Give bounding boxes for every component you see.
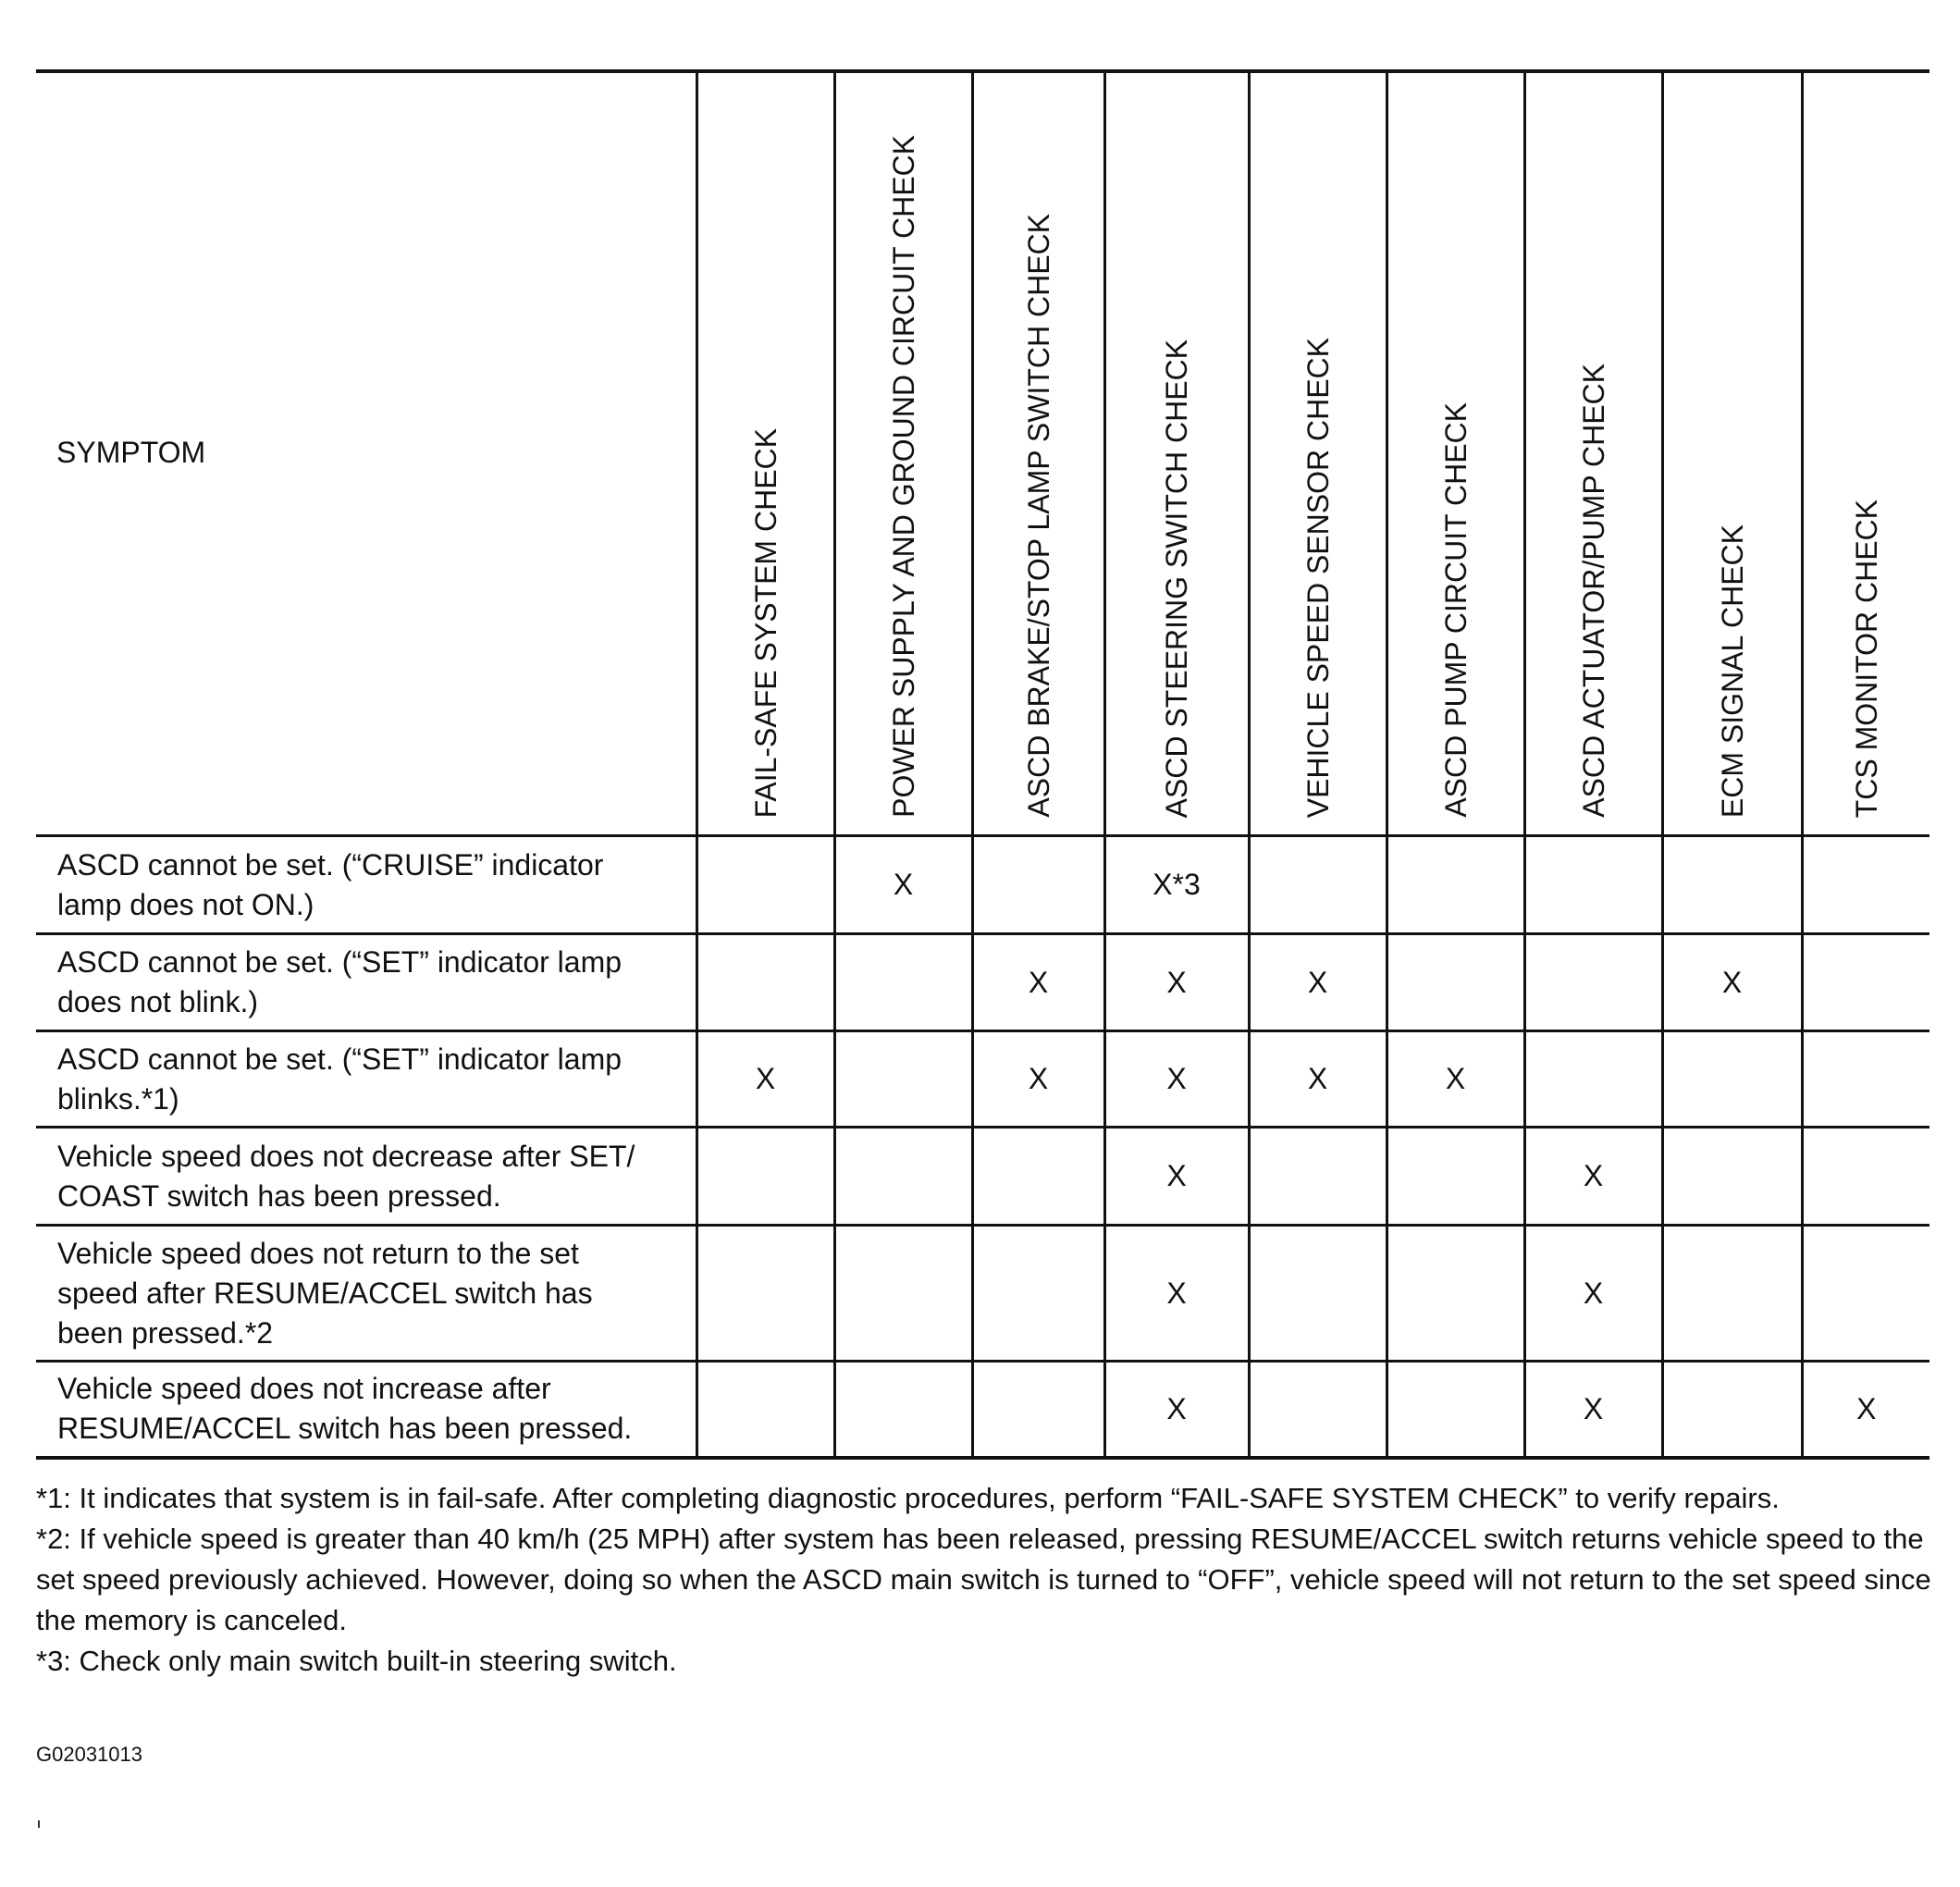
- check-header: [834, 71, 972, 836]
- symptom-cell: [36, 1031, 696, 1128]
- check-header: [1104, 71, 1249, 836]
- check-mark-cell: [696, 1362, 834, 1458]
- check-mark-cell: X: [1104, 1128, 1249, 1226]
- symptom-line: Vehicle speed does not decrease after SET/: [57, 1139, 635, 1173]
- check-mark-cell: [834, 934, 972, 1031]
- symptom-line: ASCD cannot be set. (“CRUISE” indicator: [57, 847, 604, 882]
- check-mark-cell: X: [696, 1031, 834, 1128]
- check-header: [696, 71, 834, 836]
- check-header: [1662, 71, 1802, 836]
- scan-mark: [38, 1820, 40, 1828]
- check-mark-cell: [972, 1362, 1104, 1458]
- check-mark-cell: [1387, 934, 1524, 1031]
- check-header: [1249, 71, 1387, 836]
- symptom-line: COAST switch has been pressed.: [57, 1178, 501, 1213]
- symptom-line: been pressed.*2: [57, 1315, 274, 1350]
- check-mark-cell: X: [972, 1031, 1104, 1128]
- check-mark-cell: X*3: [1104, 836, 1249, 934]
- check-mark-cell: X: [1104, 1226, 1249, 1362]
- symptom-line: lamp does not ON.): [57, 887, 314, 921]
- check-mark-cell: [1249, 1226, 1387, 1362]
- symptom-line: blinks.*1): [57, 1081, 179, 1116]
- check-mark-cell: [1524, 1031, 1662, 1128]
- symptom-line: does not blink.): [57, 985, 259, 1018]
- check-mark-cell: [1387, 1128, 1524, 1226]
- check-mark-cell: [1802, 1226, 1929, 1362]
- check-mark-cell: [1662, 1226, 1802, 1362]
- check-mark-cell: [972, 836, 1104, 934]
- footnotes: [36, 1478, 1932, 1682]
- check-mark-cell: X: [1387, 1031, 1524, 1128]
- check-mark-cell: X: [1802, 1362, 1929, 1458]
- check-header: [972, 71, 1104, 836]
- symptom-line: ASCD cannot be set. (“SET” indicator lamp: [57, 945, 623, 979]
- check-mark-cell: [696, 836, 834, 934]
- check-header: [1387, 71, 1524, 836]
- check-header-label: ASCD BRAKE/STOP LAMP SWITCH CHECK: [1021, 214, 1055, 818]
- check-mark-cell: [1524, 934, 1662, 1031]
- header-row: [36, 71, 1929, 836]
- symptom-line: Vehicle speed does not return to the set: [57, 1236, 579, 1270]
- symptom-cell: [36, 1226, 696, 1362]
- check-mark-cell: [1662, 1362, 1802, 1458]
- check-header: [1524, 71, 1662, 836]
- check-mark-cell: X: [1524, 1226, 1662, 1362]
- symptom-line: Vehicle speed does not increase after: [57, 1372, 551, 1406]
- symptom-check-table: [36, 71, 1929, 1460]
- symptom-cell: [36, 934, 696, 1031]
- check-header-label: FAIL-SAFE SYSTEM CHECK: [748, 427, 783, 818]
- check-mark-cell: [1802, 934, 1929, 1031]
- check-header-label: ASCD STEERING SWITCH CHECK: [1160, 339, 1193, 818]
- check-mark-cell: [834, 1128, 972, 1226]
- check-mark-cell: [696, 1226, 834, 1362]
- check-mark-cell: [834, 1362, 972, 1458]
- check-mark-cell: [1249, 1362, 1387, 1458]
- check-header-label: POWER SUPPLY AND GROUND CIRCUIT CHECK: [886, 135, 920, 818]
- symptom-line: speed after RESUME/ACCEL switch has: [57, 1276, 593, 1310]
- footnote-2: *2: If vehicle speed is greater than 40 km/h (25 MPH) after system has been released, pressing RESUME/ACCEL switch returns vehicle speed to the set speed previously achieved. However, doing so when the ASCD main switch is turned to “OFF”, vehicle speed will not return to the set speed since the memory is canceled.: [36, 1523, 1931, 1636]
- table-row: [36, 836, 1929, 934]
- check-mark-cell: [834, 1226, 972, 1362]
- check-mark-cell: X: [1104, 1362, 1249, 1458]
- check-mark-cell: X: [972, 934, 1104, 1031]
- symptom-line: ASCD cannot be set. (“SET” indicator lamp: [57, 1042, 623, 1076]
- table-row: [36, 1128, 1929, 1226]
- table-row: [36, 1226, 1929, 1362]
- table-row: [36, 1031, 1929, 1128]
- check-mark-cell: [696, 1128, 834, 1226]
- symptom-header: SYMPTOM: [36, 71, 696, 836]
- table-row: [36, 1362, 1929, 1458]
- check-mark-cell: [1662, 1031, 1802, 1128]
- symptom-cell: [36, 1128, 696, 1226]
- check-mark-cell: [1387, 1362, 1524, 1458]
- check-mark-cell: X: [1104, 1031, 1249, 1128]
- check-mark-cell: [1802, 1031, 1929, 1128]
- check-header: [1802, 71, 1929, 836]
- figure-code: G02031013: [36, 1743, 142, 1766]
- check-mark-cell: [1662, 1128, 1802, 1226]
- footnote-3: *3: Check only main switch built-in steering switch.: [36, 1645, 677, 1677]
- symptom-line: RESUME/ACCEL switch has been pressed.: [57, 1412, 633, 1446]
- check-mark-cell: [1249, 836, 1387, 934]
- check-mark-cell: [1524, 836, 1662, 934]
- check-mark-cell: X: [1524, 1362, 1662, 1458]
- symptom-cell: [36, 836, 696, 934]
- check-mark-cell: [1249, 1128, 1387, 1226]
- check-header-label: TCS MONITOR CHECK: [1849, 499, 1883, 818]
- table-body: [36, 836, 1929, 1458]
- check-mark-cell: [696, 934, 834, 1031]
- check-mark-cell: [1802, 1128, 1929, 1226]
- check-mark-cell: [1662, 836, 1802, 934]
- check-header-label: ASCD ACTUATOR/PUMP CHECK: [1576, 364, 1610, 818]
- check-mark-cell: X: [1249, 934, 1387, 1031]
- check-mark-cell: X: [1104, 934, 1249, 1031]
- footnote-1: *1: It indicates that system is in fail-safe. After completing diagnostic procedures, perform “FAIL-SAFE SYSTEM CHECK” to verify repairs.: [36, 1482, 1780, 1514]
- table-row: [36, 934, 1929, 1031]
- check-mark-cell: [1387, 1226, 1524, 1362]
- check-mark-cell: X: [834, 836, 972, 934]
- check-header-label: ASCD PUMP CIRCUIT CHECK: [1438, 402, 1473, 818]
- check-mark-cell: [834, 1031, 972, 1128]
- check-mark-cell: X: [1662, 934, 1802, 1031]
- check-mark-cell: X: [1249, 1031, 1387, 1128]
- check-mark-cell: [972, 1226, 1104, 1362]
- check-mark-cell: [972, 1128, 1104, 1226]
- check-mark-cell: [1802, 836, 1929, 934]
- check-mark-cell: X: [1524, 1128, 1662, 1226]
- check-mark-cell: [1387, 836, 1524, 934]
- symptom-cell: [36, 1362, 696, 1458]
- check-header-label: ECM SIGNAL CHECK: [1715, 524, 1749, 818]
- check-header-label: VEHICLE SPEED SENSOR CHECK: [1301, 337, 1335, 818]
